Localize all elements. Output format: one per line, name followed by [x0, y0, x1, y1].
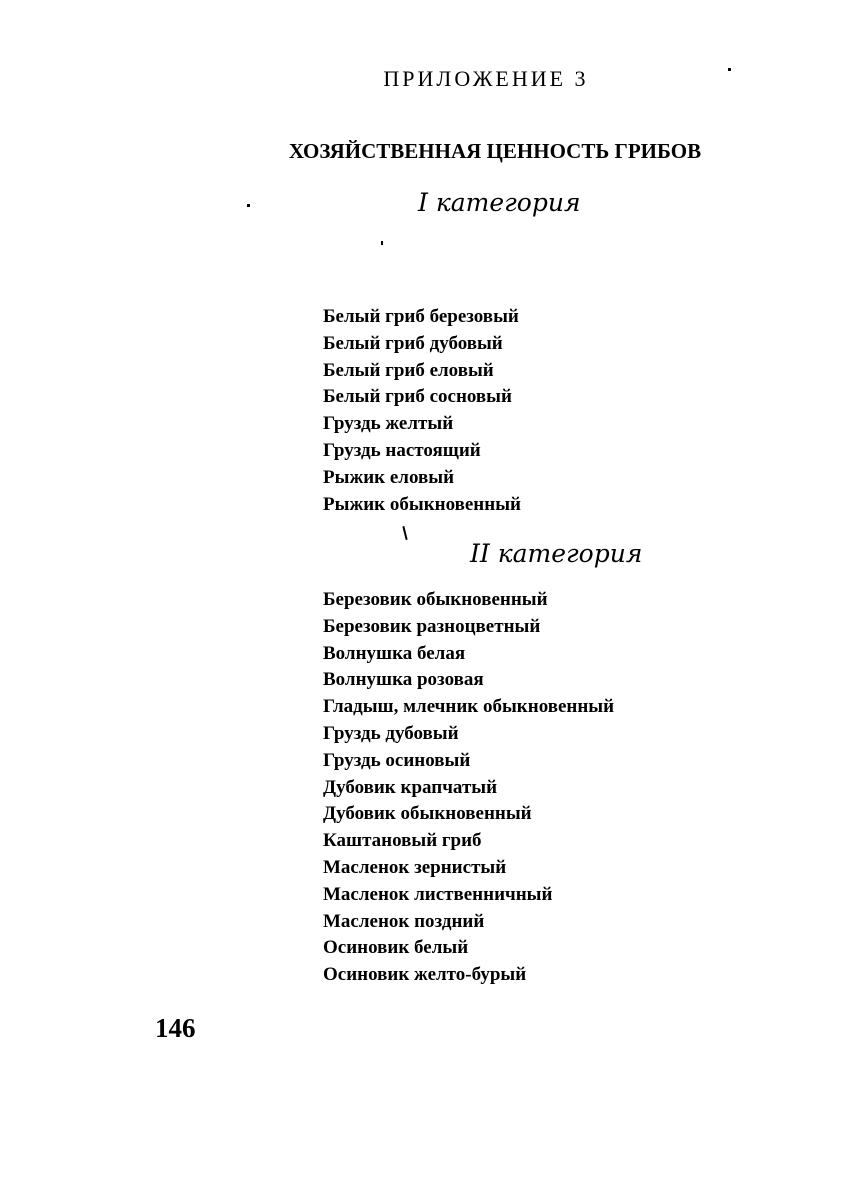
section-list-1 [323, 304, 521, 518]
scan-speck [728, 68, 731, 71]
scan-speck [381, 241, 383, 245]
list-item: Березовик разноцветный [323, 615, 541, 637]
list-item: Груздь дубовый [323, 722, 459, 744]
list-item: Осиновик белый [323, 937, 469, 959]
list-item: Каштановый гриб [323, 830, 482, 852]
scan-speck [402, 526, 407, 540]
list-item: Дубовик крапчатый [323, 776, 498, 798]
section-heading-1: I категория [418, 188, 581, 217]
list-item: Дубовик обыкновенный [323, 803, 532, 825]
list-item: Рыжик еловый [323, 466, 455, 488]
scan-speck [247, 204, 250, 207]
list-item: Масленок зернистый [323, 856, 507, 878]
list-item: Рыжик обыкновенный [323, 493, 521, 515]
list-item: Груздь желтый [323, 413, 454, 435]
page-number: 146 [155, 1013, 196, 1043]
list-item: Груздь настоящий [323, 439, 481, 461]
list-item: Белый гриб дубовый [323, 332, 503, 354]
list-item: Масленок лиственничный [323, 883, 553, 905]
list-item: Березовик обыкновенный [323, 589, 548, 610]
list-item: Белый гриб еловый [323, 359, 494, 381]
list-item: Осиновик желто-бурый [323, 964, 527, 986]
list-item: Волнушка белая [323, 642, 466, 664]
list-item: Белый гриб березовый [323, 306, 519, 327]
list-item: Масленок поздний [323, 910, 485, 932]
list-item: Белый гриб сосновый [323, 386, 512, 408]
list-item: Груздь осиновый [323, 749, 471, 771]
page-title: ХОЗЯЙСТВЕННАЯ ЦЕННОСТЬ ГРИБОВ [288, 139, 702, 163]
section-heading-2: II категория [470, 539, 643, 568]
appendix-label: ПРИЛОЖЕНИЕ 3 [383, 66, 589, 91]
list-item: Гладыш, млечник обыкновенный [323, 696, 615, 718]
list-item: Волнушка розовая [323, 669, 484, 691]
section-list-2 [323, 587, 614, 989]
